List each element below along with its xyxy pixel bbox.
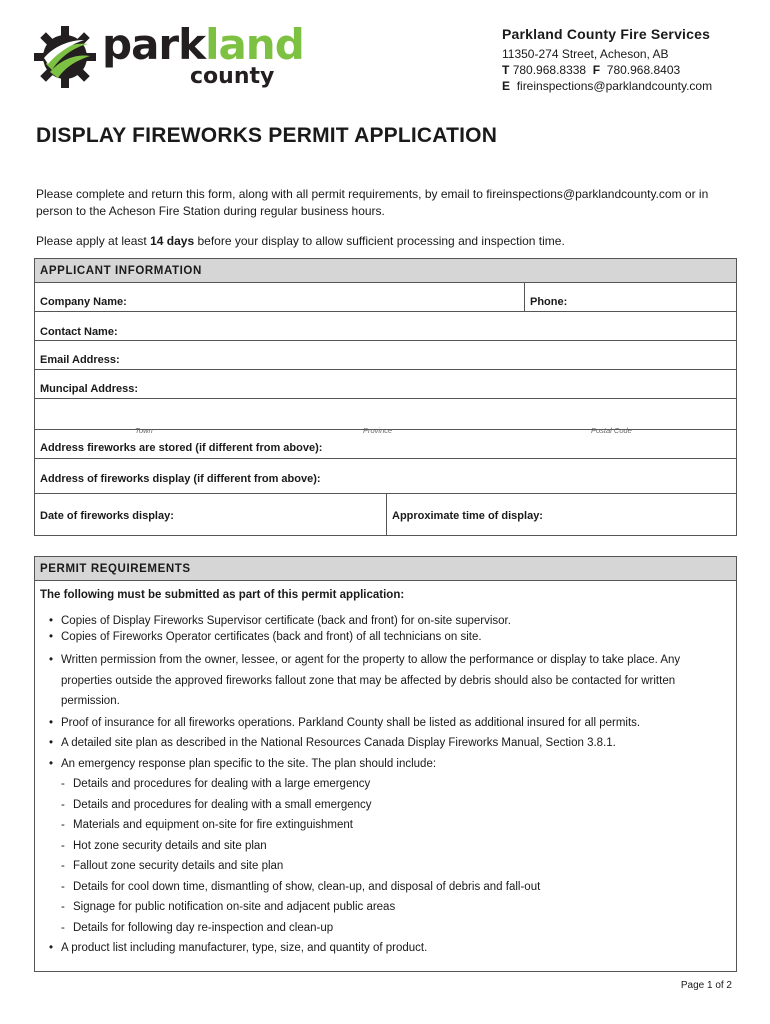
display-date-field[interactable]: Date of fireworks display: Approximate time of display: (35, 494, 736, 535)
logo-county: county (190, 64, 275, 89)
apply-notice: Please apply at least 14 days before your display to allow sufficient processing and inspection time. (36, 234, 565, 248)
list-item: • An emergency response plan specific to the site. The plan should include: (49, 757, 437, 770)
requirements-list (49, 613, 725, 959)
org-contact-block (502, 26, 762, 94)
list-item: • Copies of Display Fireworks Supervisor certificate (back and front) for on-site supervisor. (49, 615, 511, 627)
logo-wordmark: parkland (102, 20, 304, 69)
sub-list-item: - Signage for public notification on-site and adjacent public areas (61, 901, 396, 913)
phone-field-label: Phone: (530, 296, 568, 308)
sub-list-item: - Details for following day re-inspection and clean-up (61, 921, 334, 934)
municipal-address-field[interactable]: Muncipal Address: (35, 370, 736, 399)
contact-name-field[interactable]: Contact Name: (35, 312, 736, 341)
sub-list-item: - Details for cool down time, dismantling of show, clean-up, and disposal of debris and fall-out (61, 880, 541, 893)
postal-code-label: Postal Code (591, 426, 632, 435)
sub-list-item: - Details and procedures for dealing with a small emergency (61, 798, 372, 811)
sub-list-item: - Details and procedures for dealing with a large emergency (61, 778, 371, 790)
applicant-information-section (34, 258, 737, 536)
intro-text: Please complete and return this form, along with all permit requirements, by email to fireinspections@parklandcounty.com or in person to the Acheson Fire Station during regular business hours. (36, 187, 709, 218)
gear-leaf-icon (32, 24, 98, 90)
requirements-section-heading: PERMIT REQUIREMENTS (35, 557, 736, 581)
province-label: Province (363, 426, 393, 435)
sub-list-item: - Fallout zone security details and site plan (61, 860, 284, 872)
org-name: Parkland County Fire Services (502, 26, 711, 42)
storage-address-field[interactable]: Address fireworks are stored (if different from above): (35, 430, 736, 459)
list-item: • Proof of insurance for all fireworks operations. Parkland County shall be listed as additional insured for all permits. (49, 716, 641, 729)
org-address: 11350-274 Street, Acheson, AB (502, 47, 669, 61)
list-item: • Written permission from the owner, lessee, or agent for the property to allow the performance or display to take place. Any properties outside the approved fireworks fallout zone that may be affected by debris should also be contacted for written permission. (49, 654, 681, 707)
email-address-field[interactable]: Email Address: (35, 341, 736, 370)
display-time-label: Approximate time of display: (392, 510, 543, 522)
page-number: Page 1 of 2 (680, 980, 732, 991)
applicant-section-heading: APPLICANT INFORMATION (35, 259, 736, 283)
list-item: • A detailed site plan as described in the National Resources Canada Display Fireworks Manual, Section 3.8.1. (49, 737, 616, 749)
sub-list-item: - Materials and equipment on-site for fire extinguishment (61, 819, 353, 831)
town-label: Town (135, 426, 153, 435)
sub-list-item: - Hot zone security details and site plan (61, 839, 267, 852)
org-phones: T 780.968.8338 F 780.968.8403 (502, 63, 681, 77)
page-title: DISPLAY FIREWORKS PERMIT APPLICATION (36, 124, 498, 147)
list-item: • A product list including manufacturer, type, size, and quantity of product. (49, 942, 428, 954)
org-email[interactable]: E fireinspections@parklandcounty.com (502, 79, 713, 93)
company-name-field[interactable]: Company Name: Phone: (35, 283, 736, 312)
display-address-field[interactable]: Address of fireworks display (if different from above): (35, 459, 736, 494)
requirements-lead: The following must be submitted as part of this permit application: (40, 589, 405, 601)
parkland-county-logo (32, 20, 304, 98)
permit-requirements-section (34, 556, 737, 972)
town-province-postal-field[interactable] (35, 399, 736, 435)
list-item: • Copies of Fireworks Operator certificates (back and front) of all technicians on site. (49, 631, 482, 643)
